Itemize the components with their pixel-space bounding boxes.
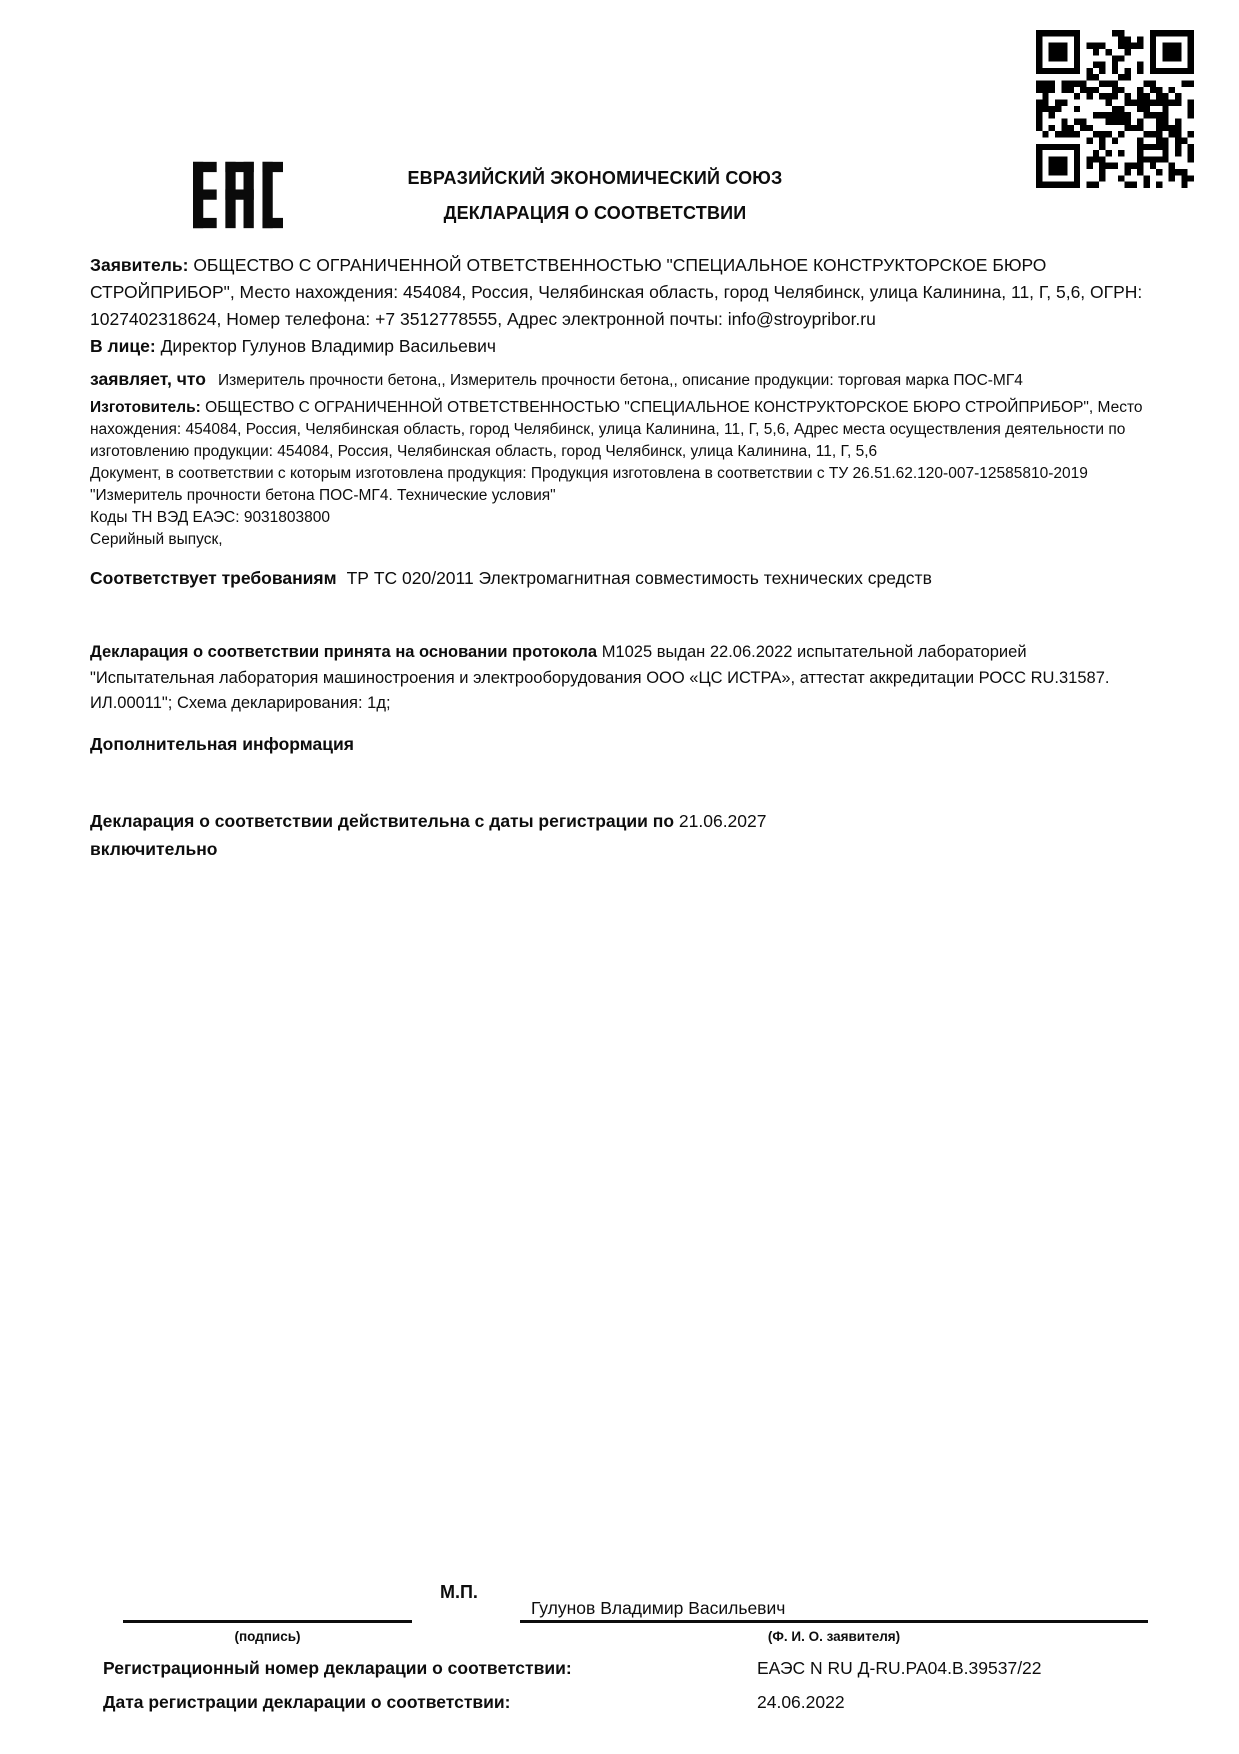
applicant-text: ОБЩЕСТВО С ОГРАНИЧЕННОЙ ОТВЕТСТВЕННОСТЬЮ "СПЕЦИАЛЬНОЕ КОНСТРУКТОРСКОЕ БЮРО СТРОЙПРИБОР", Место нахождения: 454084, Россия, Челябинская область, город Челябинск, улица Калинина, 11, Г, 5,6, ОГРН: 1027402318624, Номер телефона: +7 3512778555, Адрес электронной почты: info@stroypribor.ru (90, 255, 1143, 329)
manufacturer-paragraph (90, 397, 1152, 463)
document-title: ДЕКЛАРАЦИЯ О СООТВЕТСТВИИ (443, 203, 747, 223)
serial-line: Серийный выпуск, (90, 531, 223, 548)
validity-paragraph (90, 807, 1152, 863)
declares-text: Измеритель прочности бетона,, Измеритель прочности бетона,, описание продукции: торговая марка ПОС-МГ4 (217, 372, 1023, 389)
signatory-name: Гулунов Владимир Васильевич (531, 1598, 786, 1618)
protocol-basis-label: Декларация о соответствии принята на основании протокола (90, 643, 598, 661)
union-title: ЕВРАЗИЙСКИЙ ЭКОНОМИЧЕСКИЙ СОЮЗ (407, 168, 783, 188)
qr-code-icon (1036, 30, 1194, 188)
protocol-basis-text: М1025 выдан 22.06.2022 испытательной лабораторией "Испытательная лаборатория машиностроения и электрооборудования ООО «ЦС ИСТРА», аттестат аккредитации РОСС RU.31587. ИЛ.00011"; Схема декларирования: 1д; (90, 643, 1110, 712)
name-caption: (Ф. И. О. заявителя) (767, 1629, 901, 1644)
declares-label: заявляет, что (90, 369, 206, 389)
additional-info-heading: Дополнительная информация (90, 733, 354, 754)
document-header (0, 168, 1190, 224)
protocol-basis-paragraph (90, 640, 1152, 717)
manufacturer-text: ОБЩЕСТВО С ОГРАНИЧЕННОЙ ОТВЕТСТВЕННОСТЬЮ "СПЕЦИАЛЬНОЕ КОНСТРУКТОРСКОЕ БЮРО СТРОЙПРИБОР", Место нахождения: 454084, Россия, Челябинская область, город Челябинск, улица Калинина, 11, Г, 5,6, Адрес места осуществления деятельности по изготовлению продукции: 454084, Россия, Челябинская область, город Челябинск, улица Калинина, 11, Г, 5,6 (90, 399, 1143, 460)
signatory-name-line (520, 1620, 1148, 1623)
registration-number-row (103, 1658, 1152, 1679)
registration-number-label: Регистрационный номер декларации о соответствии: (103, 1658, 572, 1678)
conforms-label: Соответствует требованиям (90, 568, 337, 588)
represented-by-label: В лице: (90, 336, 156, 356)
validity-label: Декларация о соответствии действительна с даты регистрации по (90, 810, 675, 831)
validity-date: 21.06.2027 (678, 810, 767, 831)
signature-caption: (подпись) (234, 1629, 301, 1644)
applicant-paragraph (90, 252, 1152, 333)
document-basis-paragraph: Документ, в соответствии с которым изготовлена продукция: Продукция изготовлена в соответствии с ТУ 26.51.62.120-007-12585810-2019 "Измеритель прочности бетона ПОС-МГ4. Технические условия" (90, 465, 1088, 504)
validity-suffix: включительно (90, 838, 218, 859)
tn-ved-line: Коды ТН ВЭД ЕАЭС: 9031803800 (90, 509, 331, 526)
signature-block (90, 1576, 1152, 1746)
signature-line (123, 1620, 412, 1623)
registration-number-value: ЕАЭС N RU Д-RU.РА04.В.39537/22 (757, 1658, 1042, 1678)
document-body (90, 252, 1152, 863)
registration-date-row (103, 1692, 1152, 1713)
stamp-place-label: М.П. (440, 1582, 478, 1602)
conforms-paragraph (90, 564, 1152, 592)
represented-by-paragraph (90, 333, 1152, 360)
represented-by-text: Директор Гулунов Владимир Васильевич (160, 336, 497, 356)
registration-date-value: 24.06.2022 (757, 1692, 845, 1712)
declares-paragraph (90, 368, 1152, 392)
applicant-label: Заявитель: (90, 255, 189, 275)
manufacturer-label: Изготовитель: (90, 399, 201, 416)
registration-date-label: Дата регистрации декларации о соответствии: (103, 1692, 511, 1712)
conforms-text: ТР ТС 020/2011 Электромагнитная совместимость технических средств (346, 568, 932, 588)
